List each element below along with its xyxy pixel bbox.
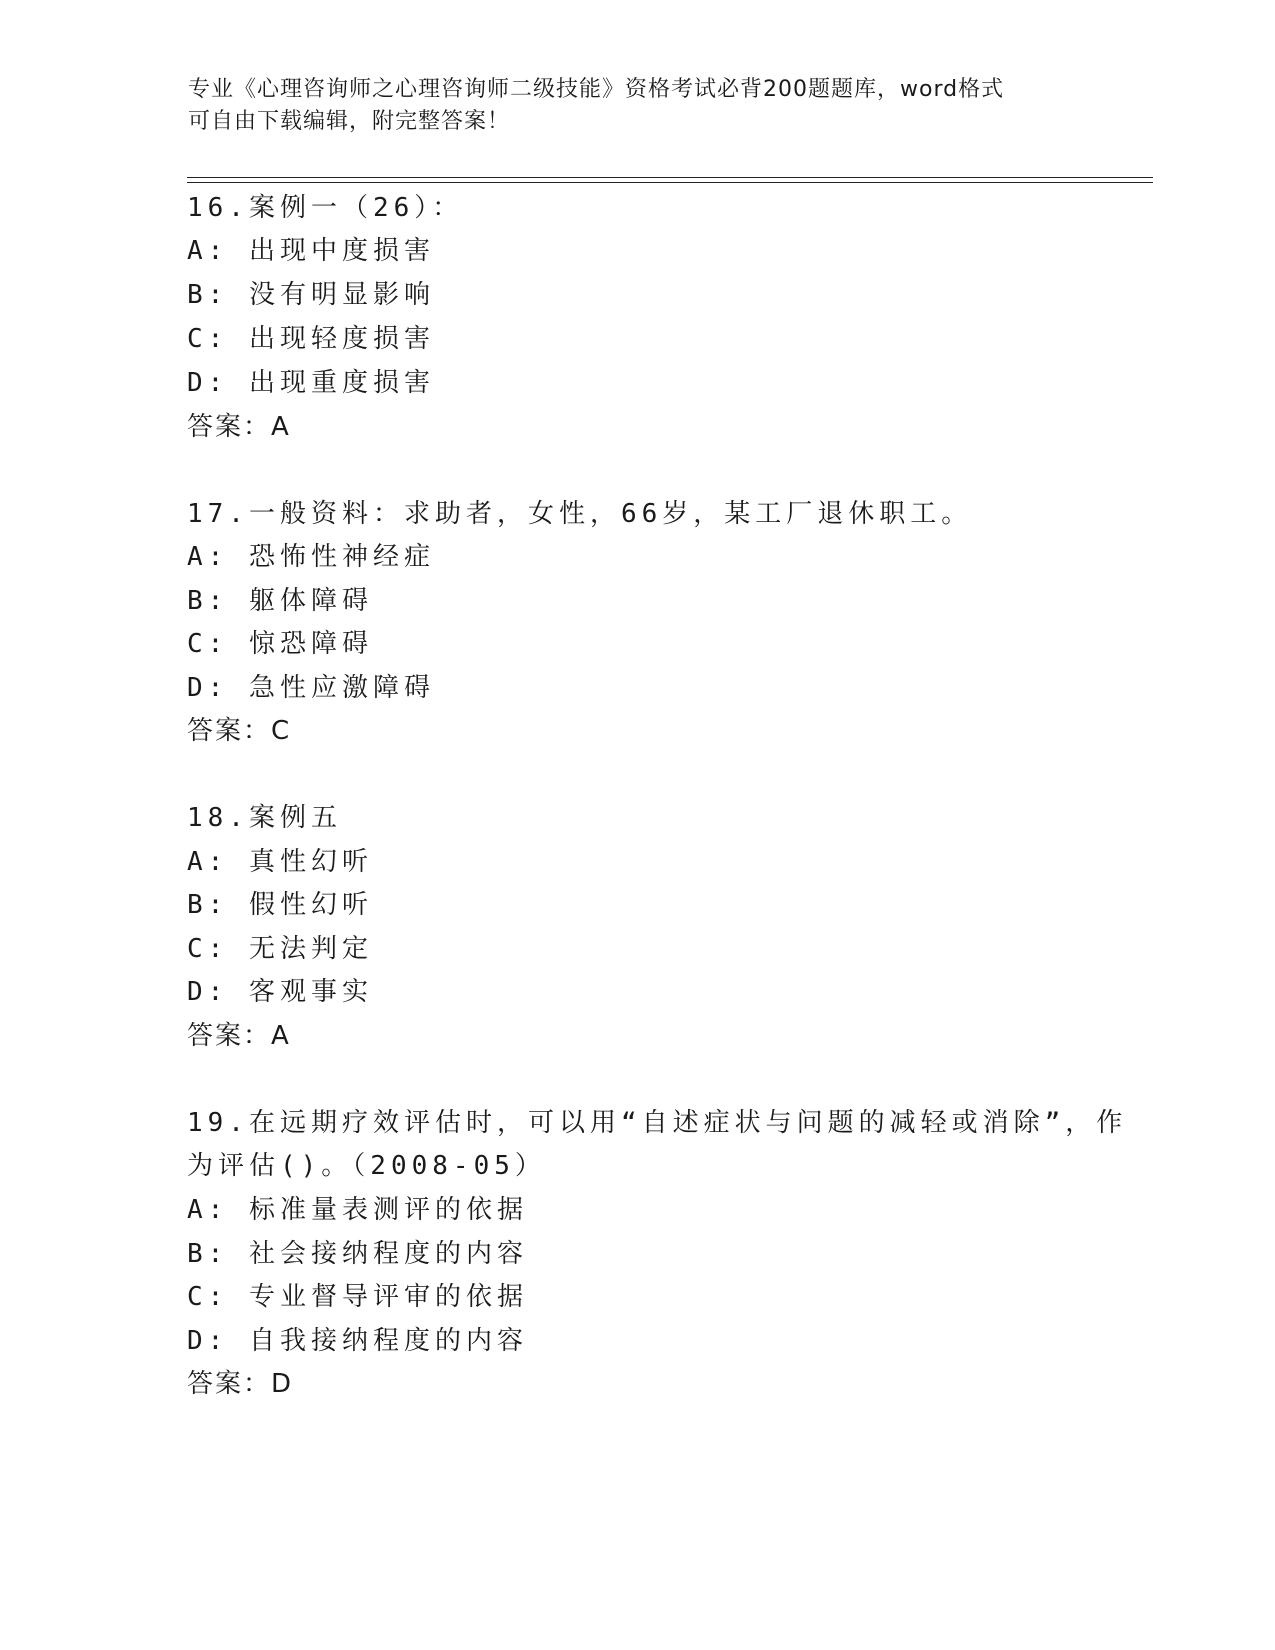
question-17-option-b: B: 躯体障碍 <box>187 586 373 616</box>
header-line-2: 可自由下载编辑，附完整答案！ <box>188 109 511 134</box>
question-18-option-a: A: 真性幻听 <box>187 847 373 877</box>
question-16-option-a: A: 出现中度损害 <box>187 236 435 266</box>
question-17-option-c: C: 惊恐障碍 <box>187 629 373 659</box>
document-header <box>188 74 1088 138</box>
question-17-answer: 答案：C <box>187 716 292 746</box>
question-18-option-b: B: 假性幻听 <box>187 890 373 920</box>
question-19-stem: 19.在远期疗效评估时，可以用“自述症状与问题的减轻或消除”，作 <box>187 1108 1128 1138</box>
question-18-answer: 答案：A <box>187 1021 291 1051</box>
question-19-stem-continued: 为评估()。（2008-05） <box>187 1151 546 1181</box>
question-16-answer: 答案：A <box>187 412 291 442</box>
question-16-stem: 16.案例一（26）： <box>187 193 464 223</box>
question-16-option-d: D: 出现重度损害 <box>187 368 435 398</box>
question-16-option-c: C: 出现轻度损害 <box>187 324 435 354</box>
question-19-option-a: A: 标准量表测评的依据 <box>187 1195 528 1225</box>
header-divider-bottom <box>187 182 1153 183</box>
header-divider-top <box>187 177 1153 178</box>
question-18-stem: 18.案例五 <box>187 803 342 833</box>
question-19-option-b: B: 社会接纳程度的内容 <box>187 1239 528 1269</box>
question-17-stem: 17.一般资料：求助者，女性，66岁，某工厂退休职工。 <box>187 499 973 529</box>
question-18-option-d: D: 客观事实 <box>187 977 373 1007</box>
question-19-option-d: D: 自我接纳程度的内容 <box>187 1326 528 1356</box>
header-line-1: 专业《心理咨询师之心理咨询师二级技能》资格考试必背200题题库，word格式 <box>188 77 1005 102</box>
question-18-option-c: C: 无法判定 <box>187 934 373 964</box>
question-19-option-c: C: 专业督导评审的依据 <box>187 1282 528 1312</box>
question-17-option-d: D: 急性应激障碍 <box>187 673 435 703</box>
question-19-answer: 答案：D <box>187 1369 294 1399</box>
question-16-option-b: B: 没有明显影响 <box>187 280 435 310</box>
question-17-option-a: A: 恐怖性神经症 <box>187 542 435 572</box>
